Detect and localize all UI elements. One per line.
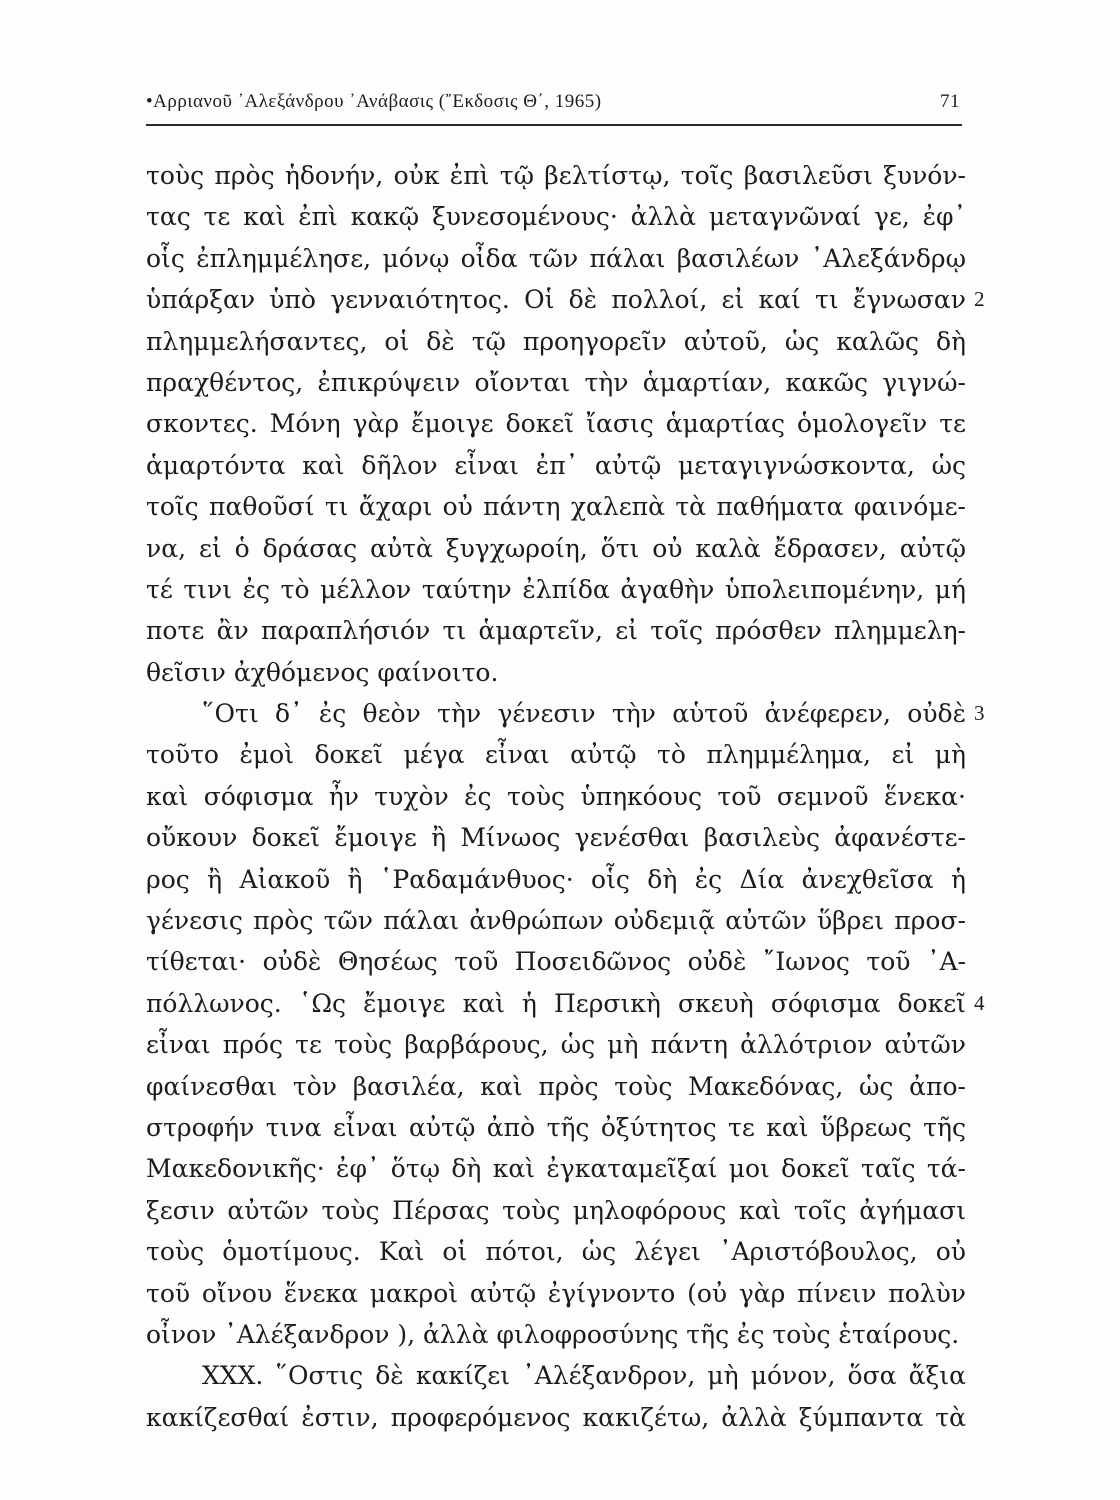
text-line: ἁμαρτόντα καὶ δῆλον εἶναι ἐπ᾿ αὐτῷ μεταγιγνώσκοντα, ὡς <box>146 450 966 480</box>
running-title: •Αρριανοῦ ᾿Αλεξάνδρου ᾿Ανάβασις (῎Εκδοσις Θ΄, 1965) <box>146 91 602 112</box>
body-text <box>146 155 966 1438</box>
chapter-heading-line: XXX. ῞Οστις δὲ κακίζει ᾿Αλέξανδρον, μὴ μόνον, ὅσα ἄξια <box>202 1361 966 1391</box>
text-line: εἶναι πρός τε τοὺς βαρβάρους, ὡς μὴ πάντη ἀλλότριον αὐτῶν <box>146 1030 966 1060</box>
text-line: πόλλωνος. ῾Ως ἔμοιγε καὶ ἡ Περσικὴ σκευὴ σόφισμα δοκεῖ <box>146 988 966 1018</box>
text-line: τοῦτο ἐμοὶ δοκεῖ μέγα εἶναι αὐτῷ τὸ πλημμέλημα, εἰ μὴ <box>146 740 966 770</box>
text-line: τοῖς παθοῦσί τι ἄχαρι οὐ πάντη χαλεπὰ τὰ παθήματα φαινόμε- <box>146 492 966 522</box>
text-line: οἷς ἐπλημμέλησε, μόνῳ οἶδα τῶν πάλαι βασιλέων ᾿Αλεξάνδρῳ <box>146 243 966 273</box>
section-number: 4 <box>974 991 985 1015</box>
text-line: τίθεται· οὐδὲ Θησέως τοῦ Ποσειδῶνος οὐδὲ ῎Ιωνος τοῦ ᾿Α- <box>146 947 966 977</box>
text-line: φαίνεσθαι τὸν βασιλέα, καὶ πρὸς τοὺς Μακεδόνας, ὡς ἀπο- <box>146 1071 966 1101</box>
text-line: τοὺς ὁμοτίμους. Καὶ οἱ πότοι, ὡς λέγει ᾿Αριστόβουλος, οὐ <box>146 1237 966 1267</box>
section-number: 2 <box>974 287 985 311</box>
text-line: γένεσις πρὸς τῶν πάλαι ἀνθρώπων οὐδεμιᾷ αὐτῶν ὕβρει προσ- <box>146 906 966 936</box>
text-line: ὑπάρξαν ὑπὸ γενναιότητος. Οἱ δὲ πολλοί, εἰ καί τι ἔγνωσαν <box>146 285 966 315</box>
text-line: ξεσιν αὐτῶν τοὺς Πέρσας τοὺς μηλοφόρους καὶ τοῖς ἀγήμασι <box>146 1195 966 1225</box>
text-line: οὔκουν δοκεῖ ἔμοιγε ἢ Μίνωος γενέσθαι βασιλεὺς ἀφανέστε- <box>146 823 966 853</box>
text-line: καὶ σόφισμα ἦν τυχὸν ἐς τοὺς ὑπηκόους τοῦ σεμνοῦ ἕνεκα· <box>146 781 966 811</box>
text-line: οἶνον ᾿Αλέξανδρον ), ἀλλὰ φιλοφροσύνης τῆς ἐς τοὺς ἑταίρους. <box>146 1319 960 1349</box>
header-rule <box>146 124 962 126</box>
text-line: τέ τινι ἐς τὸ μέλλον ταύτην ἐλπίδα ἀγαθὴν ὑπολειπομένην, μή <box>146 574 966 604</box>
text-line: πλημμελήσαντες, οἱ δὲ τῷ προηγορεῖν αὐτοῦ, ὡς καλῶς δὴ <box>146 326 966 356</box>
text-line: τοῦ οἴνου ἕνεκα μακροὶ αὐτῷ ἐγίγνοντο (οὐ γὰρ πίνειν πολὺν <box>146 1278 966 1308</box>
text-line: ρος ἢ Αἰακοῦ ἢ ῾Ραδαμάνθυος· οἷς δὴ ἐς Δία ἀνεχθεῖσα ἡ <box>146 864 966 894</box>
text-line: τοὺς πρὸς ἡδονήν, οὐκ ἐπὶ τῷ βελτίστῳ, τοῖς βασιλεῦσι ξυνόν- <box>146 161 966 190</box>
text-line: ποτε ἂν παραπλήσιόν τι ἁμαρτεῖν, εἰ τοῖς πρόσθεν πλημμελη- <box>146 616 966 646</box>
text-line: ῞Οτι δ᾿ ἐς θεὸν τὴν γένεσιν τὴν αὑτοῦ ἀνέφερεν, οὐδὲ <box>202 699 966 729</box>
text-line: θεῖσιν ἀχθόμενος φαίνοιτο. <box>146 657 499 687</box>
text-line: Μακεδονικῆς· ἐφ᾿ ὅτῳ δὴ καὶ ἐγκαταμεῖξαί μοι δοκεῖ ταῖς τά- <box>146 1154 966 1184</box>
section-number: 3 <box>974 701 985 725</box>
page-number: 71 <box>940 91 960 112</box>
text-line: κακίζεσθαί ἐστιν, προφερόμενος κακιζέτω, ἀλλὰ ξύμπαντα τὰ <box>146 1402 966 1432</box>
text-line: να, εἰ ὁ δράσας αὐτὰ ξυγχωροίη, ὅτι οὐ καλὰ ἔδρασεν, αὐτῷ <box>146 533 966 563</box>
text-line: τας τε καὶ ἐπὶ κακῷ ξυνεσομένους· ἀλλὰ μεταγνῶναί γε, ἐφ᾿ <box>146 202 966 232</box>
text-line: πραχθέντος, ἐπικρύψειν οἴονται τὴν ἁμαρτίαν, κακῶς γιγνώ- <box>146 367 966 397</box>
text-line: σκοντες. Μόνη γὰρ ἔμοιγε δοκεῖ ἴασις ἁμαρτίας ὁμολογεῖν τε <box>146 409 966 439</box>
text-line: στροφήν τινα εἶναι αὐτῷ ἀπὸ τῆς ὀξύτητος τε καὶ ὕβρεως τῆς <box>146 1112 966 1142</box>
running-header <box>146 88 960 116</box>
